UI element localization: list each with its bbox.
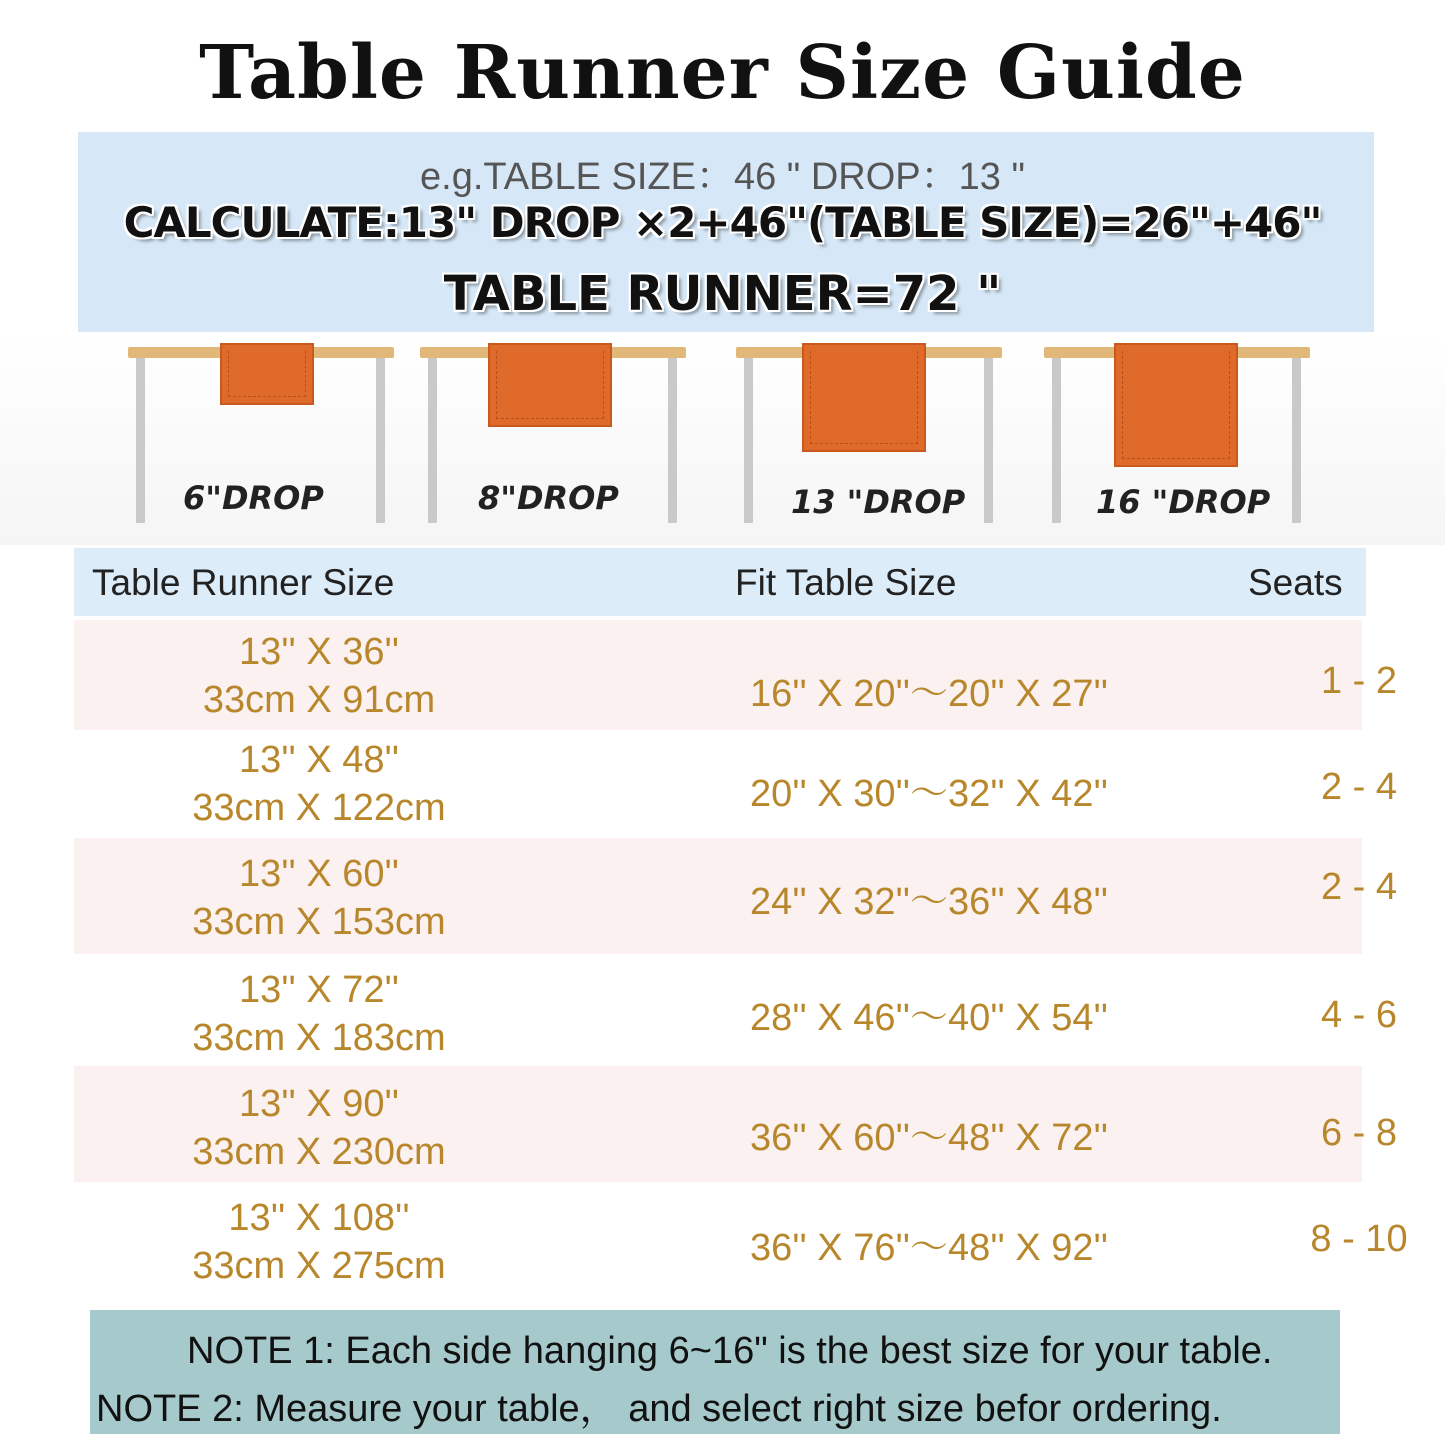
drop-label: 8"DROP [478,479,619,517]
drop-illustration-8 [420,347,686,527]
drop-illustration-6 [128,347,394,527]
seats: 1 - 2 [1320,660,1398,702]
runner-size [129,1080,509,1176]
table-row [74,838,1398,954]
fit-table-size: 28'' X 46''～40'' X 54'' [749,997,1109,1039]
table-leg [668,358,677,523]
seats: 8 - 10 [1310,1218,1408,1260]
drop-illustration-16 [1044,347,1310,527]
runner-size-cm: 33cm X 153cm [192,901,446,943]
seats: 2 - 4 [1320,766,1398,808]
runner-size-cm: 33cm X 122cm [192,787,446,829]
runner-size-inch: 13'' X 108'' [228,1197,410,1239]
table-row [74,1182,1408,1300]
table-leg [428,358,437,523]
fit-table-size: 24'' X 32''～36'' X 48'' [749,881,1109,923]
runner-swatch [488,343,612,427]
fit-table-size: 20'' X 30''～32'' X 42'' [749,773,1109,815]
runner-size [129,850,509,946]
runner-size-inch: 13'' X 48'' [238,739,399,781]
header-seats: Seats [1248,562,1343,603]
runner-size-cm: 33cm X 91cm [202,679,436,721]
table-leg [744,358,753,523]
table-leg [1292,358,1301,523]
fit-table-size: 36'' X 60''～48'' X 72'' [749,1117,1109,1159]
example-calculation: CALCULATE:13" DROP ×2+46"(TABLE SIZE)=26"+46" [123,198,1322,247]
runner-swatch [1114,343,1238,467]
header-fit-table-size: Fit Table Size [735,562,957,603]
runner-size [129,966,509,1062]
runner-swatch [802,343,926,452]
page-title: Table Runner Size Guide [199,30,1246,116]
runner-size-cm: 33cm X 230cm [192,1131,446,1173]
runner-size-inch: 13'' X 36'' [238,631,399,673]
table-leg [984,358,993,523]
table-row [74,620,1398,730]
example-table-size: e.g.TABLE SIZE：46 " DROP：13 " [420,156,1025,198]
runner-swatch [220,343,314,405]
fit-table-size: 36'' X 76''～48'' X 92'' [749,1227,1109,1269]
runner-size-inch: 13'' X 72'' [238,969,399,1011]
seats: 6 - 8 [1320,1112,1398,1154]
header-runner-size: Table Runner Size [92,562,395,603]
runner-size-inch: 13'' X 90'' [238,1083,399,1125]
drop-illustration-13 [736,347,1002,527]
table-leg [1052,358,1061,523]
seats: 4 - 6 [1320,994,1398,1036]
table-row [74,954,1398,1066]
seats: 2 - 4 [1320,866,1398,908]
runner-size-cm: 33cm X 275cm [192,1245,446,1287]
example-result: TABLE RUNNER=72 " [443,266,1002,322]
table-row [74,1066,1398,1182]
table-leg [376,358,385,523]
table-row [74,730,1398,838]
fit-table-size: 16'' X 20''～20'' X 27'' [749,673,1109,715]
runner-size [129,736,509,832]
drop-label: 13 "DROP [791,483,966,521]
table-leg [136,358,145,523]
runner-size-inch: 13'' X 60'' [238,853,399,895]
drop-label: 6"DROP [183,479,324,517]
runner-size-cm: 33cm X 183cm [192,1017,446,1059]
drop-label: 16 "DROP [1096,483,1271,521]
note-2: NOTE 2: Measure your table， and select right size befor ordering. [96,1388,1222,1430]
runner-size [129,1194,509,1290]
runner-size [129,628,509,724]
note-1: NOTE 1: Each side hanging 6~16" is the best size for your table. [187,1330,1273,1372]
